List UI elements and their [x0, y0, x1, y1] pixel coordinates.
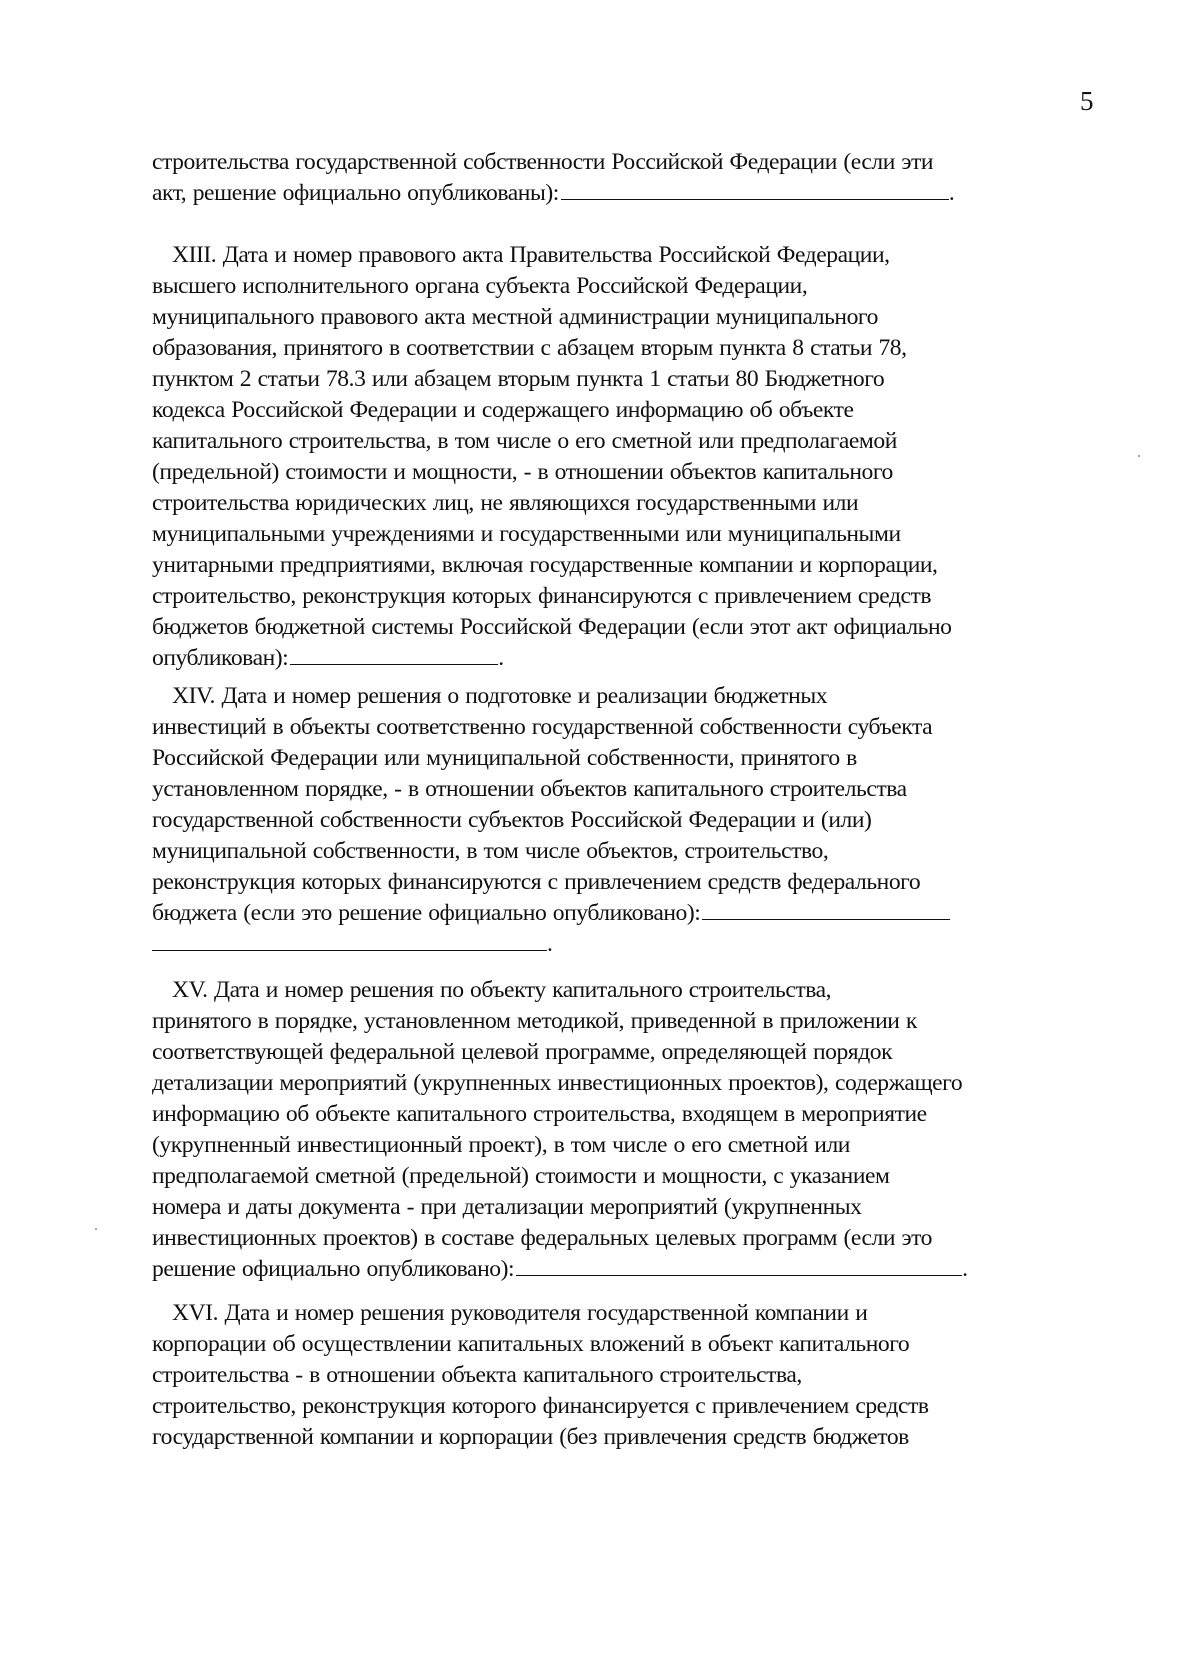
section-xv [152, 975, 1012, 1285]
section-heading-line: XIII. Дата и номер правового акта Правительства Российской Федерации, [172, 242, 890, 268]
scan-speck [1138, 455, 1140, 457]
blank-field [290, 644, 498, 665]
text-line: соответствующей федеральной целевой программе, определяющей порядок [152, 1039, 893, 1065]
text-line: опубликован): [152, 645, 289, 671]
text-line: (укрупненный инвестиционный проект), в том числе о его сметной или [152, 1132, 850, 1158]
blank-field [561, 179, 949, 200]
text-line: предполагаемой сметной (предельной) стоимости и мощности, с указанием [152, 1163, 890, 1189]
text-line: государственной компании и корпорации (без привлечения средств бюджетов [152, 1424, 909, 1450]
section-xiii [152, 240, 1012, 674]
text-line-with-blank [152, 643, 1012, 674]
text-line: информацию об объекте капитального строительства, входящем в мероприятие [152, 1101, 927, 1127]
line-end: . [547, 931, 553, 957]
text-line: Российской Федерации или муниципальной собственности, принятого в [152, 745, 857, 771]
section-xvi [152, 1298, 1012, 1453]
text-line: образования, принятого в соответствии с абзацем вторым пункта 8 статьи 78, [152, 335, 907, 361]
text-line: муниципального правового акта местной администрации муниципального [152, 304, 878, 330]
text-line-with-blank [152, 898, 1012, 929]
section-heading-line: XIV. Дата и номер решения о подготовке и реализации бюджетных [172, 683, 828, 709]
text-line: строительство, реконструкция которых финансируются с привлечением средств [152, 583, 932, 609]
text-line: высшего исполнительного органа субъекта Российской Федерации, [152, 273, 808, 299]
text-line: номера и даты документа - при детализации мероприятий (укрупненных [152, 1194, 862, 1220]
text-line: капитального строительства, в том числе о его сметной или предполагаемой [152, 428, 897, 454]
text-line: реконструкция которых финансируются с привлечением средств федерального [152, 869, 921, 895]
blank-field [152, 930, 547, 951]
line-end: . [498, 645, 504, 671]
blank-line [152, 929, 1012, 960]
line-end: . [962, 1256, 968, 1282]
scan-speck [95, 1228, 97, 1230]
text-line: строительства - в отношении объекта капитального строительства, [152, 1362, 802, 1388]
text-line: строительства юридических лиц, не являющихся государственными или [152, 490, 859, 516]
text-line: кодекса Российской Федерации и содержащего информацию об объекте [152, 397, 854, 423]
continuation-paragraph [152, 147, 1012, 209]
text-line: бюджета (если это решение официально опубликовано): [152, 900, 701, 926]
text-line: инвестиционных проектов) в составе федеральных целевых программ (если это [152, 1225, 933, 1251]
text-line: государственной собственности субъектов Российской Федерации и (или) [152, 807, 872, 833]
text-line: бюджетов бюджетной системы Российской Федерации (если этот акт официально [152, 614, 952, 640]
page-number: 5 [1080, 86, 1094, 116]
text-line-with-blank [152, 1254, 1012, 1285]
text-line: акт, решение официально опубликованы): [152, 180, 559, 206]
text-line: строительства государственной собственности Российской Федерации (если эти [152, 149, 934, 175]
text-line: корпорации об осуществлении капитальных вложений в объект капитального [152, 1331, 910, 1357]
text-line-with-blank [152, 178, 1012, 209]
text-line: строительство, реконструкция которого финансируется с привлечением средств [152, 1393, 929, 1419]
text-line: пунктом 2 статьи 78.3 или абзацем вторым пункта 1 статьи 80 Бюджетного [152, 366, 885, 392]
blank-field [702, 899, 950, 920]
blank-field [516, 1255, 962, 1276]
section-heading-line: XVI. Дата и номер решения руководителя государственной компании и [172, 1300, 868, 1326]
line-end: . [948, 180, 955, 206]
text-line: муниципальной собственности, в том числе объектов, строительство, [152, 838, 829, 864]
text-line: установленном порядке, - в отношении объектов капитального строительства [152, 776, 907, 802]
text-line: инвестиций в объекты соответственно государственной собственности субъекта [152, 714, 933, 740]
text-line: детализации мероприятий (укрупненных инвестиционных проектов), содержащего [152, 1070, 963, 1096]
text-line: муниципальными учреждениями и государственными или муниципальными [152, 521, 901, 547]
text-line: (предельной) стоимости и мощности, - в отношении объектов капитального [152, 459, 893, 485]
section-xiv [152, 681, 1012, 960]
text-line: принятого в порядке, установленном методикой, приведенной в приложении к [152, 1008, 917, 1034]
text-line: унитарными предприятиями, включая государственные компании и корпорации, [152, 552, 938, 578]
text-line: решение официально опубликовано): [152, 1256, 515, 1282]
section-heading-line: XV. Дата и номер решения по объекту капитального строительства, [172, 977, 832, 1003]
